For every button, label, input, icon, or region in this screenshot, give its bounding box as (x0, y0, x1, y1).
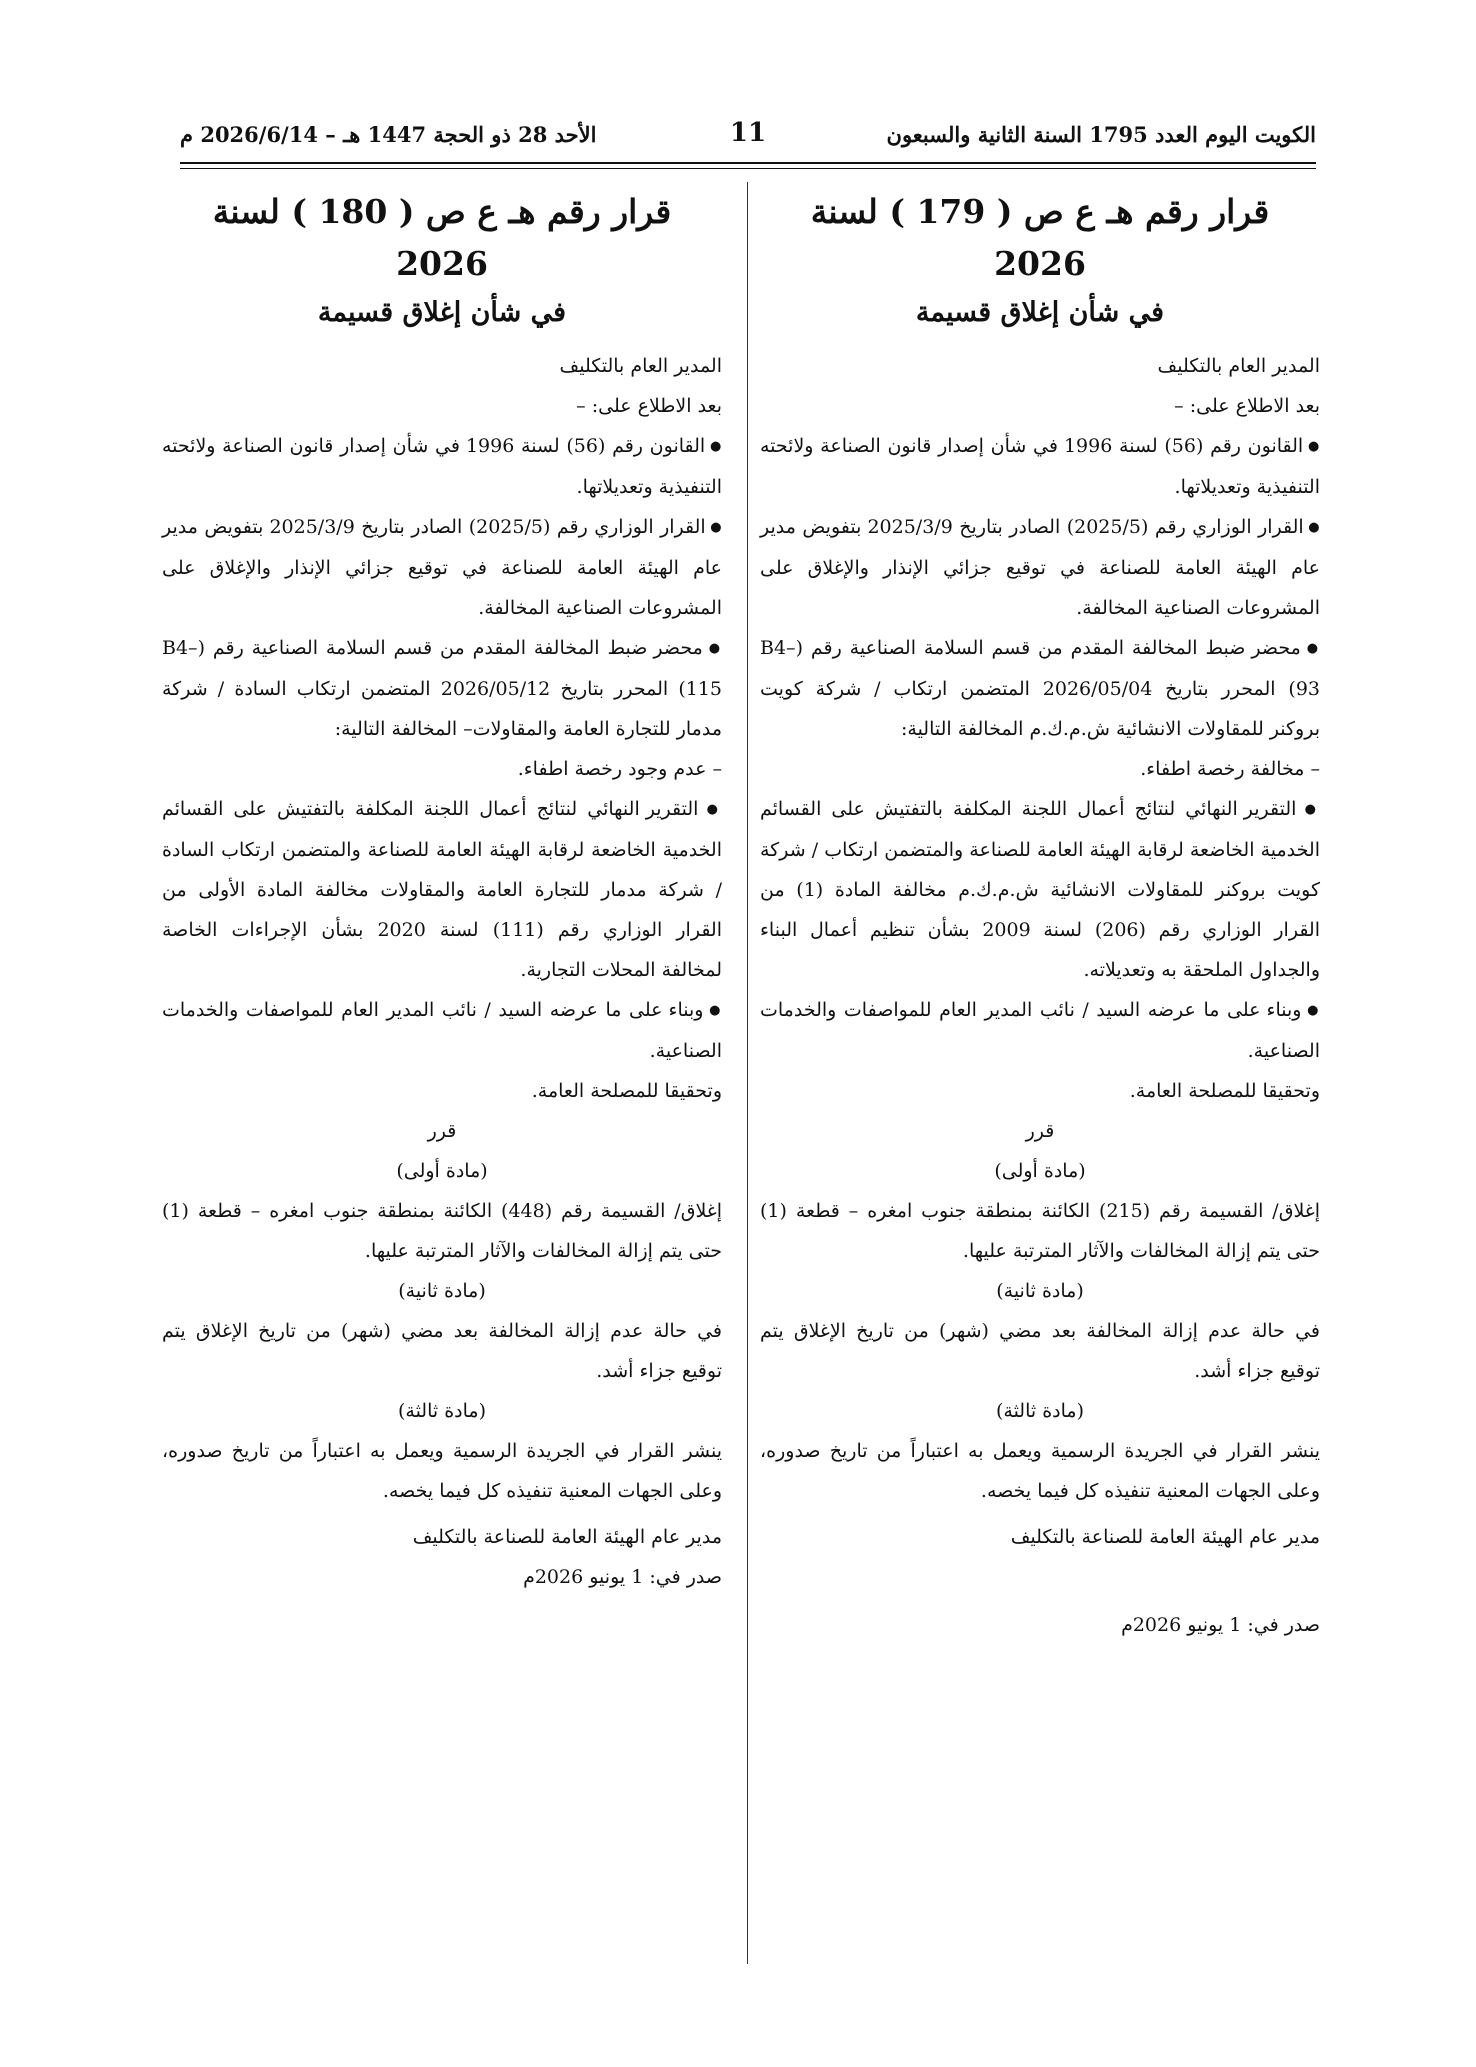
issuer: المدير العام بالتكليف (559, 355, 722, 377)
violation-item: – مخالفة رخصة اطفاء. (1140, 758, 1320, 780)
article-2-title: (مادة ثانية) (398, 1280, 486, 1302)
recital-ministerial-decision: ● القرار الوزاري رقم (2025/5) الصادر بتاريخ 2025/3/9 بتفويض مدير عام الهيئة العامة للصناعة في توقيع جزائي الإنذار والإغلاق على المشروعات الصناعية المخالفة. (760, 507, 1320, 628)
recital-ministerial-decision: ● القرار الوزاري رقم (2025/5) الصادر بتاريخ 2025/3/9 بتفويض مدير عام الهيئة العامة للصناعة في توقيع جزائي الإنذار والإغلاق على المشروعات الصناعية المخالفة. (162, 507, 722, 628)
decision-title: قرار رقم هـ ع ص ( 179 ) لسنة 2026 (810, 192, 1270, 283)
article-1-title: (مادة أولى) (396, 1160, 488, 1182)
issued-date: صدر في: 1 يونيو 2026م (1121, 1614, 1320, 1636)
issued-date: صدر في: 1 يونيو 2026م (523, 1566, 722, 1588)
article-3-title: (مادة ثالثة) (397, 1400, 487, 1422)
article-2-title: (مادة ثانية) (996, 1280, 1084, 1302)
recital-presentation: ● وبناء على ما عرضه السيد / نائب المدير العام للمواصفات والخدمات الصناعية. (162, 990, 722, 1071)
article-3-text: ينشر القرار في الجريدة الرسمية ويعمل به اعتباراً من تاريخ صدوره، وعلى الجهات المعنية تنفيذه كل فيما يخصه. (162, 1440, 722, 1502)
decided-heading: قرر (427, 1120, 457, 1142)
decision-subtitle: في شأن إغلاق قسيمة (317, 297, 567, 328)
recital-violation-report: ● محضر ضبط المخالفة المقدم من قسم السلامة الصناعية رقم (B4–93) المحرر بتاريخ 2026/05/04 المتضمن ارتكاب / شركة كويت بروكنر للمقاولات الانشائية ش.م.ك.م المخالفة التالية: (760, 628, 1320, 749)
article-1-title: (مادة أولى) (994, 1160, 1086, 1182)
publication-date: الأحد 28 ذو الحجة 1447 هـ – 2026/6/14 م (180, 122, 597, 147)
article-3-text: ينشر القرار في الجريدة الرسمية ويعمل به اعتباراً من تاريخ صدوره، وعلى الجهات المعنية تنفيذه كل فيما يخصه. (760, 1440, 1320, 1502)
recital-law: ● القانون رقم (56) لسنة 1996 في شأن إصدار قانون الصناعة ولائحته التنفيذية وتعديلاتها. (760, 426, 1320, 507)
page-number: 11 (729, 118, 767, 148)
signature: مدير عام الهيئة العامة للصناعة بالتكليف (1010, 1526, 1320, 1548)
article-2-text: في حالة عدم إزالة المخالفة بعد مضي (شهر) من تاريخ الإغلاق يتم توقيع جزاء أشد. (760, 1320, 1320, 1382)
decision-180-column (162, 186, 722, 1597)
violation-item: – عدم وجود رخصة اطفاء. (517, 758, 722, 780)
page-header (180, 118, 1316, 158)
recital-presentation: ● وبناء على ما عرضه السيد / نائب المدير العام للمواصفات والخدمات الصناعية. (760, 990, 1320, 1071)
article-1-text: إغلاق/ القسيمة رقم (215) الكائنة بمنطقة جنوب امغره – قطعة (1) حتى يتم إزالة المخالفات والآثار المترتبة عليها. (760, 1200, 1321, 1262)
column-divider (747, 182, 748, 1964)
recital-law: ● القانون رقم (56) لسنة 1996 في شأن إصدار قانون الصناعة ولائحته التنفيذية وتعديلاتها. (162, 426, 722, 507)
header-rule-thin (180, 168, 1316, 169)
article-3-title: (مادة ثالثة) (995, 1400, 1085, 1422)
recital-violation-report: ● محضر ضبط المخالفة المقدم من قسم السلامة الصناعية رقم (B4–115) المحرر بتاريخ 2026/05/12 المتضمن ارتكاب السادة / شركة مدمار للتجارة العامة والمقاولات– المخالفة التالية: (162, 628, 722, 749)
article-2-text: في حالة عدم إزالة المخالفة بعد مضي (شهر) من تاريخ الإغلاق يتم توقيع جزاء أشد. (162, 1320, 722, 1382)
after-review: بعد الاطلاع على: – (576, 395, 722, 417)
recital-final-report: ● التقرير النهائي لنتائج أعمال اللجنة المكلفة بالتفتيش على القسائم الخدمية الخاضعة لرقابة الهيئة العامة للصناعة والمتضمن ارتكاب السادة / شركة مدمار للتجارة العامة والمقاولات مخالفة المادة الأولى من القرار الوزاري رقم (111) لسنة 2020 بشأن الإجراءات الخاصة لمخالفة المحلات التجارية. (162, 789, 722, 990)
gazette-issue-info: الكويت اليوم العدد 1795 السنة الثانية والسبعون (886, 122, 1316, 147)
decision-title: قرار رقم هـ ع ص ( 180 ) لسنة 2026 (212, 192, 672, 283)
recital-final-report: ● التقرير النهائي لنتائج أعمال اللجنة المكلفة بالتفتيش على القسائم الخدمية الخاضعة لرقابة الهيئة العامة للصناعة والمتضمن ارتكاب / شركة كويت بروكنر للمقاولات الانشائية ش.م.ك.م مخالفة المادة (1) من القرار الوزاري رقم (206) لسنة 2009 بشأن تنظيم أعمال البناء والجداول الملحقة به وتعديلاته. (760, 789, 1320, 990)
decided-heading: قرر (1025, 1120, 1055, 1142)
issuer: المدير العام بالتكليف (1157, 355, 1320, 377)
after-review: بعد الاطلاع على: – (1174, 395, 1320, 417)
decision-subtitle: في شأن إغلاق قسيمة (915, 297, 1165, 328)
decision-179-column (760, 186, 1320, 1645)
article-1-text: إغلاق/ القسيمة رقم (448) الكائنة بمنطقة جنوب امغره – قطعة (1) حتى يتم إزالة المخالفات والآثار المترتبة عليها. (162, 1200, 723, 1262)
public-interest: وتحقيقا للمصلحة العامة. (1129, 1080, 1320, 1102)
public-interest: وتحقيقا للمصلحة العامة. (531, 1080, 722, 1102)
header-rule-thick (180, 162, 1316, 164)
signature: مدير عام الهيئة العامة للصناعة بالتكليف (412, 1526, 722, 1548)
